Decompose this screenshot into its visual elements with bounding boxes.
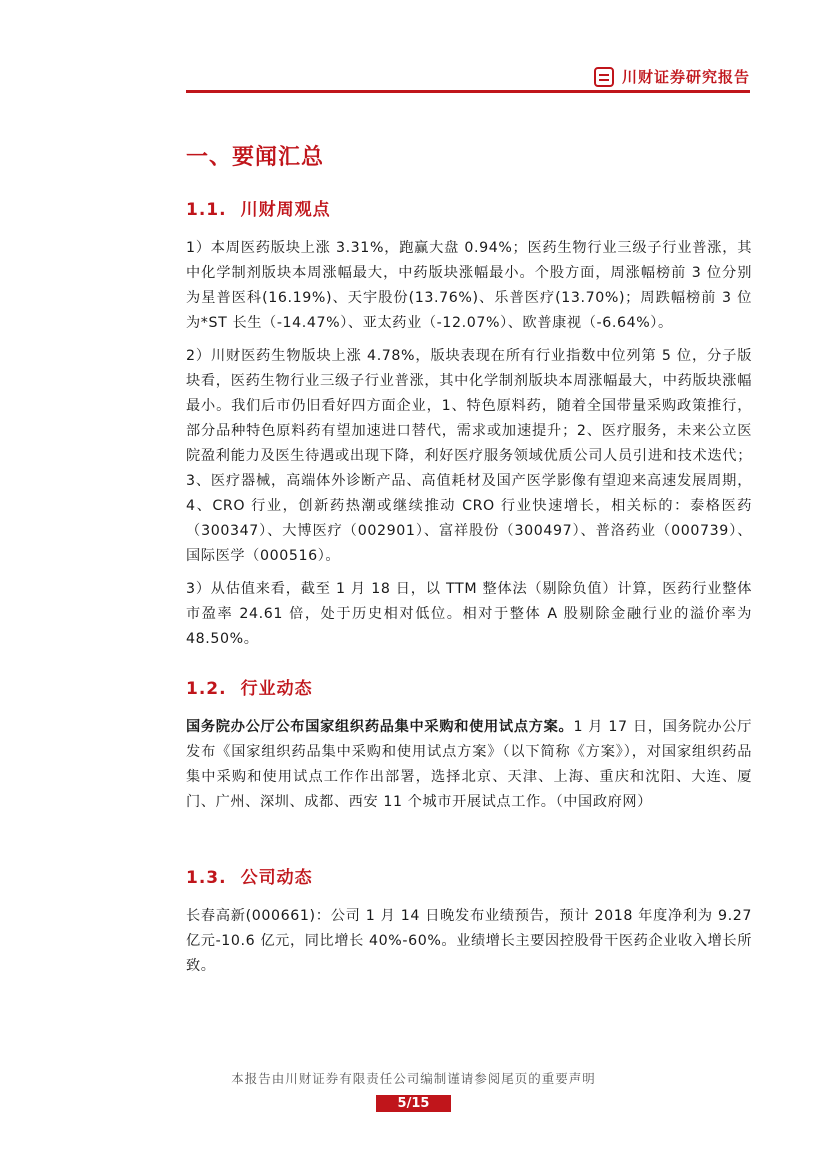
subsection-number: 1.3.: [186, 868, 227, 888]
brand: [594, 66, 750, 87]
subsection-title: 公司动态: [240, 868, 313, 888]
subsection-number: 1.1.: [186, 200, 227, 220]
paragraph-weekly-1: 1）本周医药版块上涨 3.31%，跑赢大盘 0.94%；医药生物行业三级子行业普涨，其中化学制剂版块本周涨幅最大，中药版块涨幅最小。个股方面，周涨幅榜前 3 位分别为星普医科(16.19%)、天宇股份(13.76%)、乐普医疗(13.70%)；周跌幅榜前 3 位为*ST 长生（-14.47%）、亚太药业（-12.07%）、欧普康视（-6.64%）。: [186, 240, 752, 331]
subsection-heading-1-1: [186, 195, 752, 220]
page-header: [186, 66, 750, 90]
paragraph-weekly-2: 2）川财医药生物版块上涨 4.78%，版块表现在所有行业指数中位列第 5 位，分子版块看，医药生物行业三级子行业普涨，其中化学制剂版块本周涨幅最大，中药版块涨幅最小。我们后市仍旧看好四方面企业，1、特色原料药，随着全国带量采购政策推行，部分品种特色原料药有望加速进口替代，需求或加速提升；2、医疗服务，未来公立医院盈利能力及医生待遇或出现下降，利好医疗服务领域优质公司人员引进和技术迭代；3、医疗器械，高端体外诊断产品、高值耗材及国产医学影像有望迎来高速发展周期，4、CRO 行业，创新药热潮或继续推动 CRO 行业快速增长，相关标的：泰格医药（300347）、大博医疗（002901）、富祥股份（300497）、普洛药业（000739）、国际医学（000516）。: [186, 348, 752, 564]
page-number: 5/15: [376, 1095, 452, 1112]
header-divider: [186, 90, 750, 93]
industry-body: 1 月 17 日，国务院办公厅发布《国家组织药品集中采购和使用试点方案》（以下简称《方案》），对国家组织药品集中采购和使用试点工作作出部署，选择北京、天津、上海、重庆和沈阳、大连、厦门、广州、深圳、成都、西安 11 个城市开展试点工作。（中国政府网）: [186, 719, 752, 810]
main-content: [186, 130, 752, 987]
subsection-number: 1.2.: [186, 679, 227, 699]
subsection-heading-1-3: [186, 863, 752, 888]
paragraph-industry: [186, 715, 752, 815]
subsection-title: 川财周观点: [240, 200, 331, 220]
subsection-heading-1-2: [186, 674, 752, 699]
paragraph-weekly-3: 3）从估值来看，截至 1 月 18 日，以 TTM 整体法（剔除负值）计算，医药行业整体市盈率 24.61 倍，处于历史相对低位。相对于整体 A 股剔除金融行业的溢价率为 48.50%。: [186, 581, 752, 647]
disclaimer-note: 本报告由川财证券有限责任公司编制谨请参阅尾页的重要声明: [231, 1071, 596, 1086]
brand-name: 川财证券研究报告: [621, 68, 750, 86]
subsection-title: 行业动态: [240, 679, 313, 699]
section-title: 一、要闻汇总: [186, 145, 325, 170]
chuancai-logo-icon: [594, 67, 614, 87]
industry-lead: 国务院办公厅公布国家组织药品集中采购和使用试点方案。: [186, 719, 574, 735]
paragraph-company: 长春高新(000661)：公司 1 月 14 日晚发布业绩预告，预计 2018 年度净利为 9.27 亿元-10.6 亿元，同比增长 40%-60%。业绩增长主要因控股骨干医药企业收入增长所致。: [186, 908, 752, 974]
page-footer: [0, 1069, 827, 1112]
